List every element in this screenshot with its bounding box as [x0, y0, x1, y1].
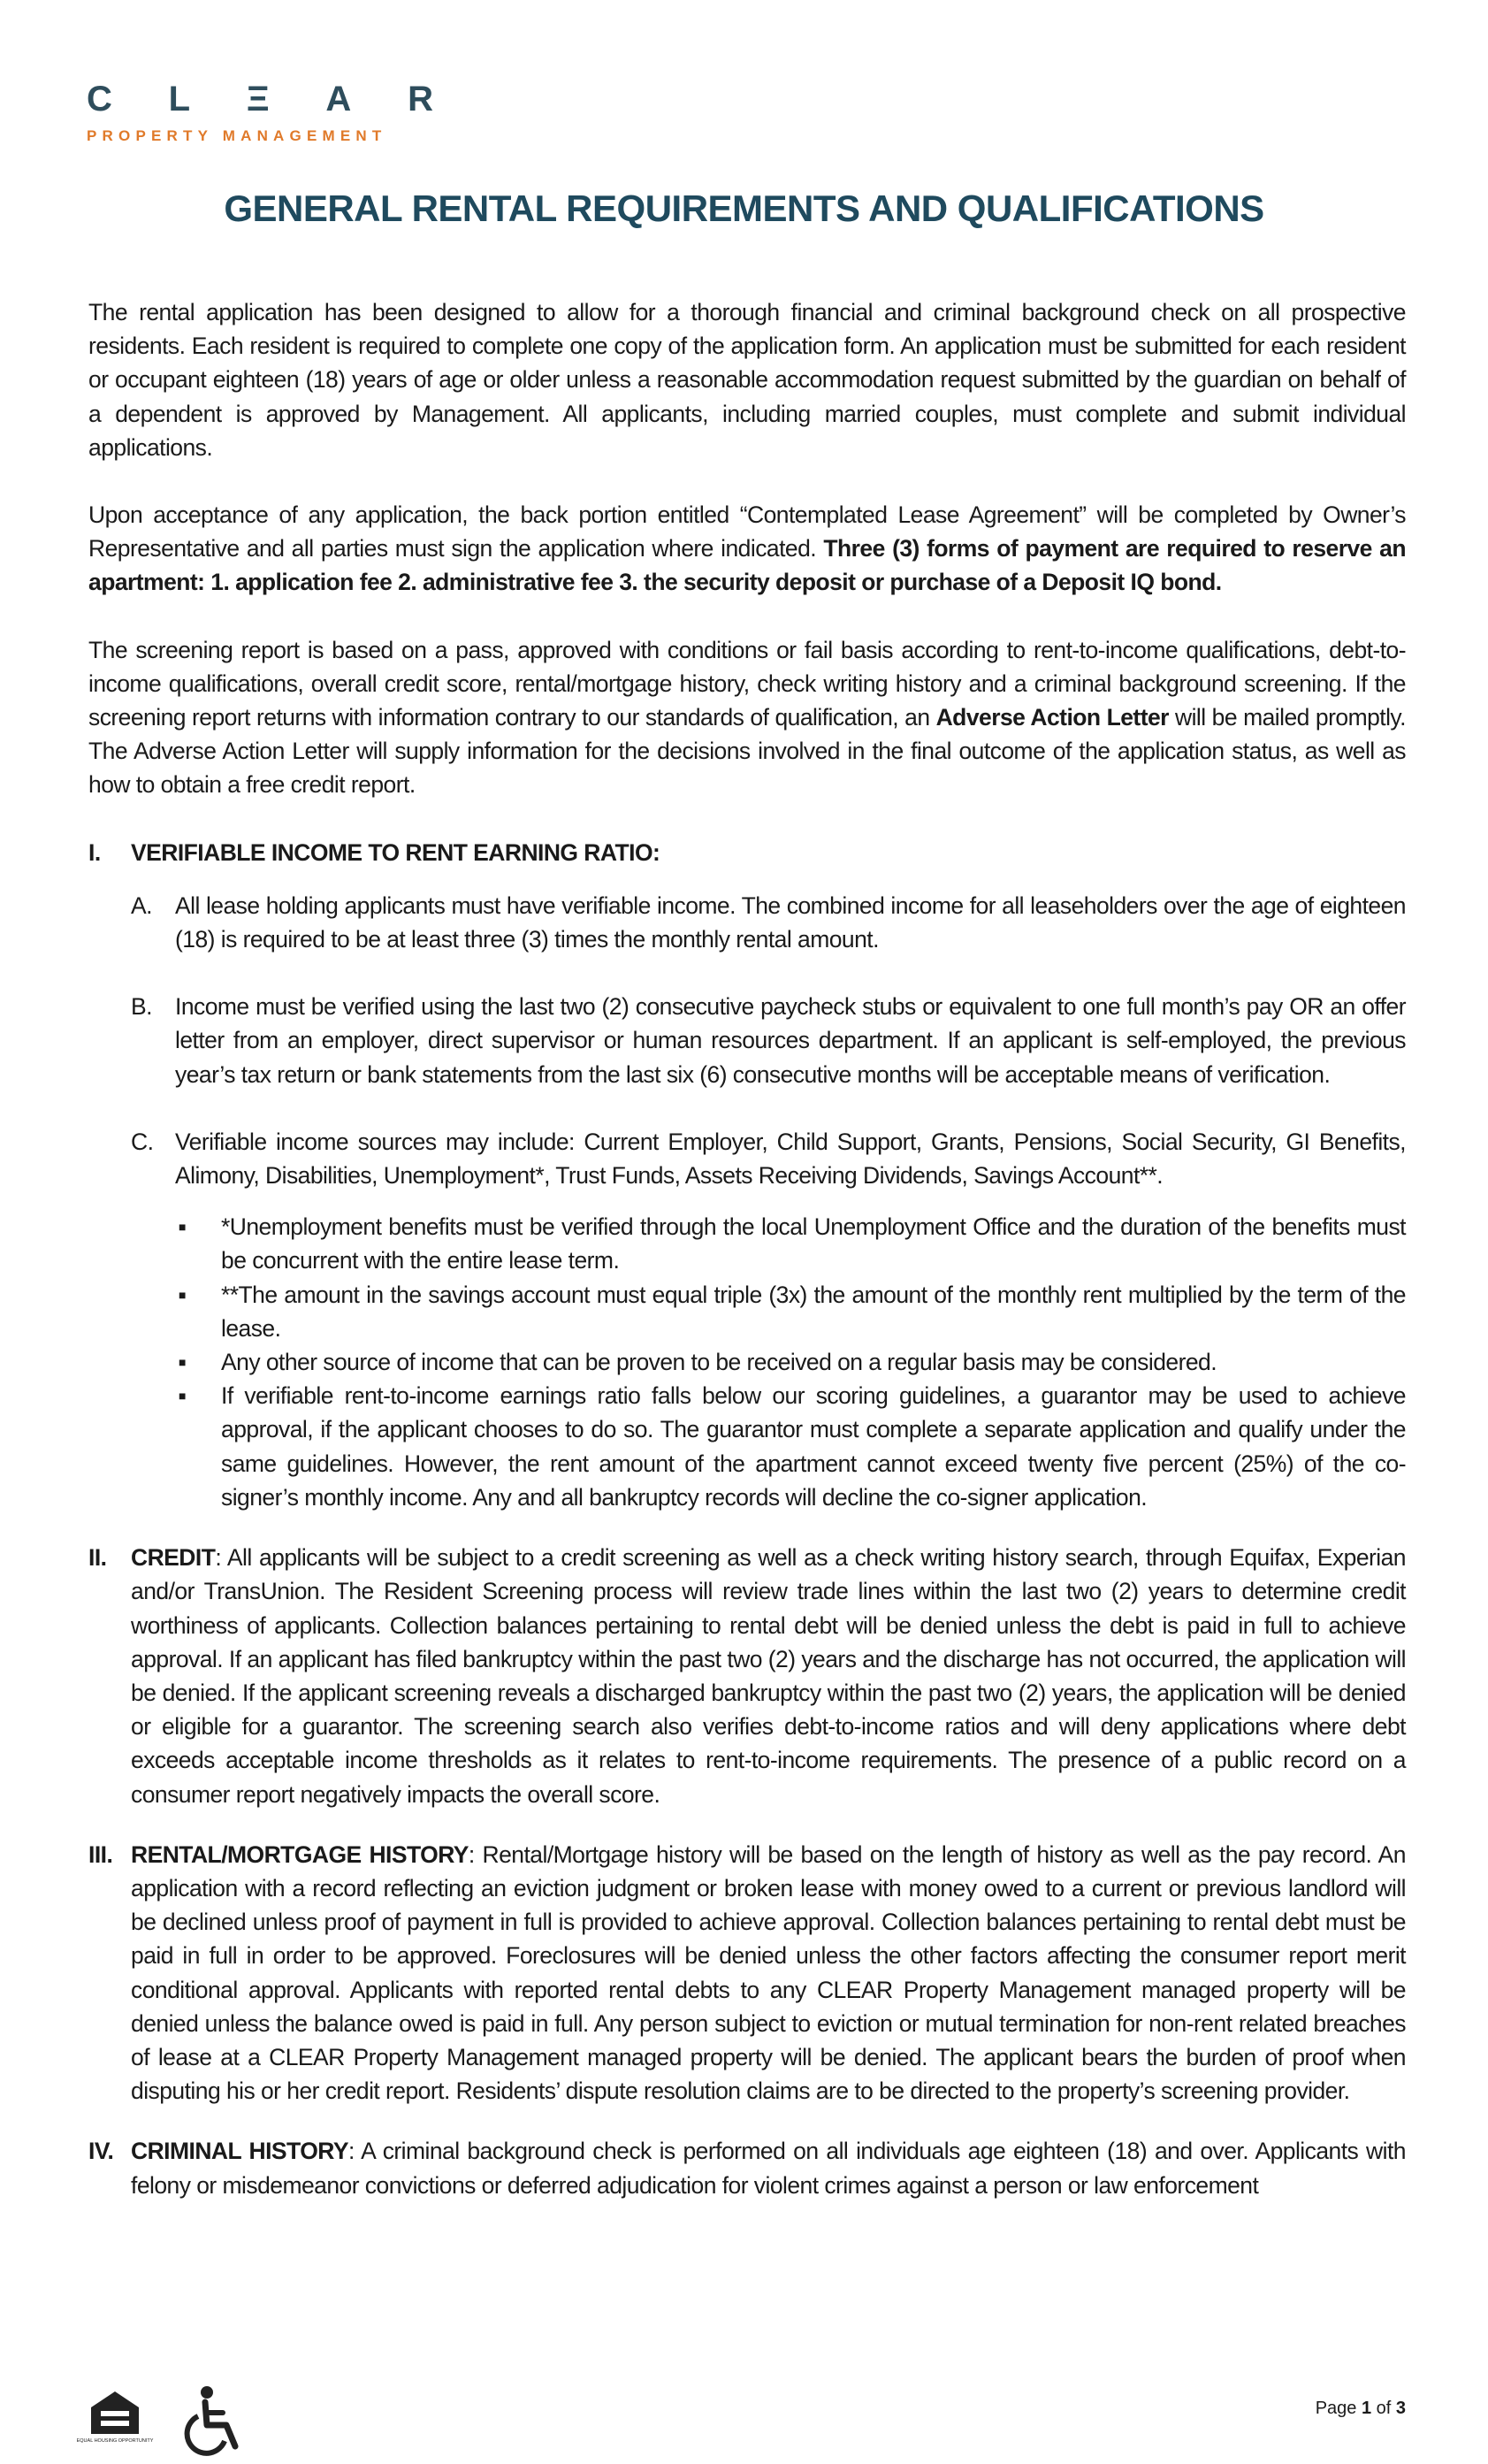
- section-4-numeral: IV.: [88, 2138, 114, 2165]
- bullet-item: [175, 1379, 1406, 1514]
- section-1-heading: [88, 836, 1406, 869]
- section-4-text: : A criminal background check is performed on all individuals age eighteen (18) and over. Applicants with felony or misdemeanor convictions or deferred adjudication for violent crimes against a person or law enforcement: [131, 2138, 1406, 2199]
- payment-forms-note: Three (3) forms of payment are required to reserve an apartment: 1. application fee 2. administrative fee 3. the security deposit or purchase of a Deposit IQ bond.: [88, 535, 1406, 596]
- bullet-item: [175, 1278, 1406, 1345]
- section-3-numeral: III.: [88, 1840, 113, 1868]
- square-bullet-icon: ■: [179, 1220, 186, 1235]
- bullet-text: Any other source of income that can be proven to be received on a regular basis may be considered.: [221, 1349, 1217, 1376]
- logo-letter: C: [87, 80, 112, 119]
- section-2-label: CREDIT: [131, 1544, 216, 1572]
- list-item-letter: B.: [131, 993, 152, 1021]
- section-2-body: [131, 1541, 1406, 1811]
- equal-housing-opportunity-icon: [76, 2388, 154, 2450]
- intro-paragraph-1: The rental application has been designed to allow for a thorough financial and criminal background check on all prospective residents. Each resident is required to complete one copy of the application form. An application must be submitted for each resident or occupant eighteen (18) years of age or older unless a reasonable accommodation request submitted by the guardian on behalf of a dependent is approved by Management. All applicants, including married couples, must complete and submit individual applications.: [88, 299, 1406, 461]
- list-item-letter: A.: [131, 891, 152, 919]
- logo-letter: L: [168, 80, 191, 119]
- logo-letter: Ξ: [246, 80, 270, 119]
- list-item-text: Income must be verified using the last two (2) consecutive paycheck stubs or equivalent to one full month’s pay OR an offer letter from an employer, direct supervisor or human resources department. If an applicant is self-employed, the previous year’s tax return or bank statements from the last six (6) consecutive months will be acceptable means of verification.: [175, 993, 1406, 1088]
- list-item-text: Verifiable income sources may include: Current Employer, Child Support, Grants, Pensions, Social Security, GI Benefits, Alimony, Disabilities, Unemployment*, Trust Funds, Assets Receiving Dividends, Savings Account**.: [175, 1128, 1406, 1190]
- intro-paragraph-3-text: The screening report is based on a pass, approved with conditions or fail basis according to rent-to-income qualifications, debt-to-income qualifications, overall credit score, rental/mortgage history, check writing history and a criminal background screening. If the screening report returns with information contrary to our standards of qualification, an: [88, 636, 1406, 731]
- section-3-label: RENTAL/MORTGAGE HISTORY: [131, 1840, 469, 1868]
- intro-paragraph-2: [88, 498, 1406, 600]
- list-item-text: All lease holding applicants must have verifiable income. The combined income for all leaseholders over the age of eighteen (18) is required to be at least three (3) times the monthly rental amount.: [175, 891, 1406, 953]
- square-bullet-icon: ■: [179, 1287, 186, 1302]
- square-bullet-icon: ■: [179, 1355, 186, 1370]
- page-number-separator: of: [1371, 2399, 1396, 2418]
- bullet-text: *Unemployment benefits must be verified through the local Unemployment Office and the duration of the benefits must be concurrent with the entire lease term.: [221, 1213, 1406, 1274]
- income-requirements-list: [131, 889, 1406, 1192]
- company-logo: [87, 81, 458, 145]
- list-item-letter: C.: [131, 1128, 154, 1155]
- page-number-current: 1: [1361, 2399, 1372, 2418]
- bullet-text: If verifiable rent-to-income earnings ratio falls below our scoring guidelines, a guarantor may be used to achieve approval, if the applicant chooses to do so. The guarantor must complete a separate application and qualify under the same guidelines. However, the rent amount of the apartment cannot exceed twenty five percent (25%) of the co-signer’s monthly income. Any and all bankruptcy records will decline the co-signer application.: [221, 1382, 1406, 1511]
- page-number: [1316, 2399, 1406, 2419]
- section-3-body: [131, 1838, 1406, 2108]
- list-item: [131, 889, 1406, 956]
- logo-letter: R: [408, 80, 433, 119]
- section-3-rental-history: [88, 1838, 1406, 2108]
- wheelchair-accessible-icon: [173, 2384, 253, 2455]
- section-2-numeral: II.: [88, 1544, 107, 1572]
- section-3-text: : Rental/Mortgage history will be based on the length of history as well as the pay record. An application with a record reflecting an eviction judgment or broken lease with money owed to a current or previous landlord will be declined unless proof of payment in full is provided to achieve approval. Collection balances pertaining to rental debt must be paid in full in order to be approved. Foreclosures will be denied unless the other factors affecting the consumer report merit conditional approval. Applicants with reported rental debts to any CLEAR Property Management managed property will be denied unless the balance owed is paid in full. Any person subject to eviction or mutual termination for non-rent related breaches of lease at a CLEAR Property Management managed property will be denied. The applicant bears the burden of proof when disputing his or her credit report. Residents’ dispute resolution claims are to be directed to the property’s screening provider.: [131, 1840, 1406, 2105]
- bullet-text: **The amount in the savings account must equal triple (3x) the amount of the monthly rent multiplied by the term of the lease.: [221, 1281, 1406, 1342]
- list-item: [131, 990, 1406, 1091]
- section-2-credit: [88, 1541, 1406, 1811]
- section-2-text: : All applicants will be subject to a credit screening as well as a check writing history search, through Equifax, Experian and/or TransUnion. The Resident Screening process will review trade lines within the last two (2) years to determine credit worthiness of applicants. Collection balances pertaining to rental debt will be denied unless the debt is paid in full to achieve approval. If an applicant has filed bankruptcy within the past two (2) years and the discharge has not occurred, the application will be denied. If the applicant screening reveals a discharged bankruptcy within the past two (2) years, the application will be denied or eligible for a guarantor. The screening search also verifies debt-to-income ratios and will deny applications where debt exceeds acceptable income thresholds as it relates to rent-to-income requirements. The presence of a public record on a consumer report negatively impacts the overall score.: [131, 1544, 1406, 1808]
- section-4-body: [131, 2134, 1406, 2201]
- intro-paragraph-2-text: Upon acceptance of any application, the back portion entitled “Contemplated Lease Agreement” will be completed by Owner’s Representative and all parties must sign the application where indicated.: [88, 501, 1406, 562]
- document-body: [88, 295, 1406, 2229]
- list-item: [131, 1125, 1406, 1192]
- adverse-action-letter-term: Adverse Action Letter: [935, 704, 1169, 731]
- logo-subtitle: PROPERTY MANAGEMENT: [87, 127, 387, 144]
- bullet-item: [175, 1345, 1406, 1379]
- eho-caption: EQUAL HOUSING OPPORTUNITY: [76, 2438, 154, 2444]
- logo-letter: A: [325, 80, 352, 119]
- page-number-total: 3: [1395, 2399, 1406, 2418]
- income-notes-bullets: [175, 1210, 1406, 1514]
- page-number-prefix: Page: [1315, 2399, 1362, 2418]
- section-1-title: VERIFIABLE INCOME TO RENT EARNING RATIO:: [131, 838, 660, 866]
- document-title: GENERAL RENTAL REQUIREMENTS AND QUALIFICATIONS: [224, 187, 1264, 229]
- bullet-item: [175, 1210, 1406, 1277]
- section-4-criminal-history: [88, 2134, 1406, 2201]
- square-bullet-icon: ■: [179, 1389, 186, 1404]
- intro-paragraph-3: [88, 633, 1406, 802]
- intro-paragraph-3-end: will be mailed promptly. The Adverse Action Letter will supply information for the decisions involved in the final outcome of the application status, as well as how to obtain a free credit report.: [88, 704, 1406, 799]
- section-4-label: CRIMINAL HISTORY: [131, 2138, 348, 2165]
- section-1-numeral: I.: [88, 838, 101, 866]
- logo-wordmark: [87, 81, 433, 117]
